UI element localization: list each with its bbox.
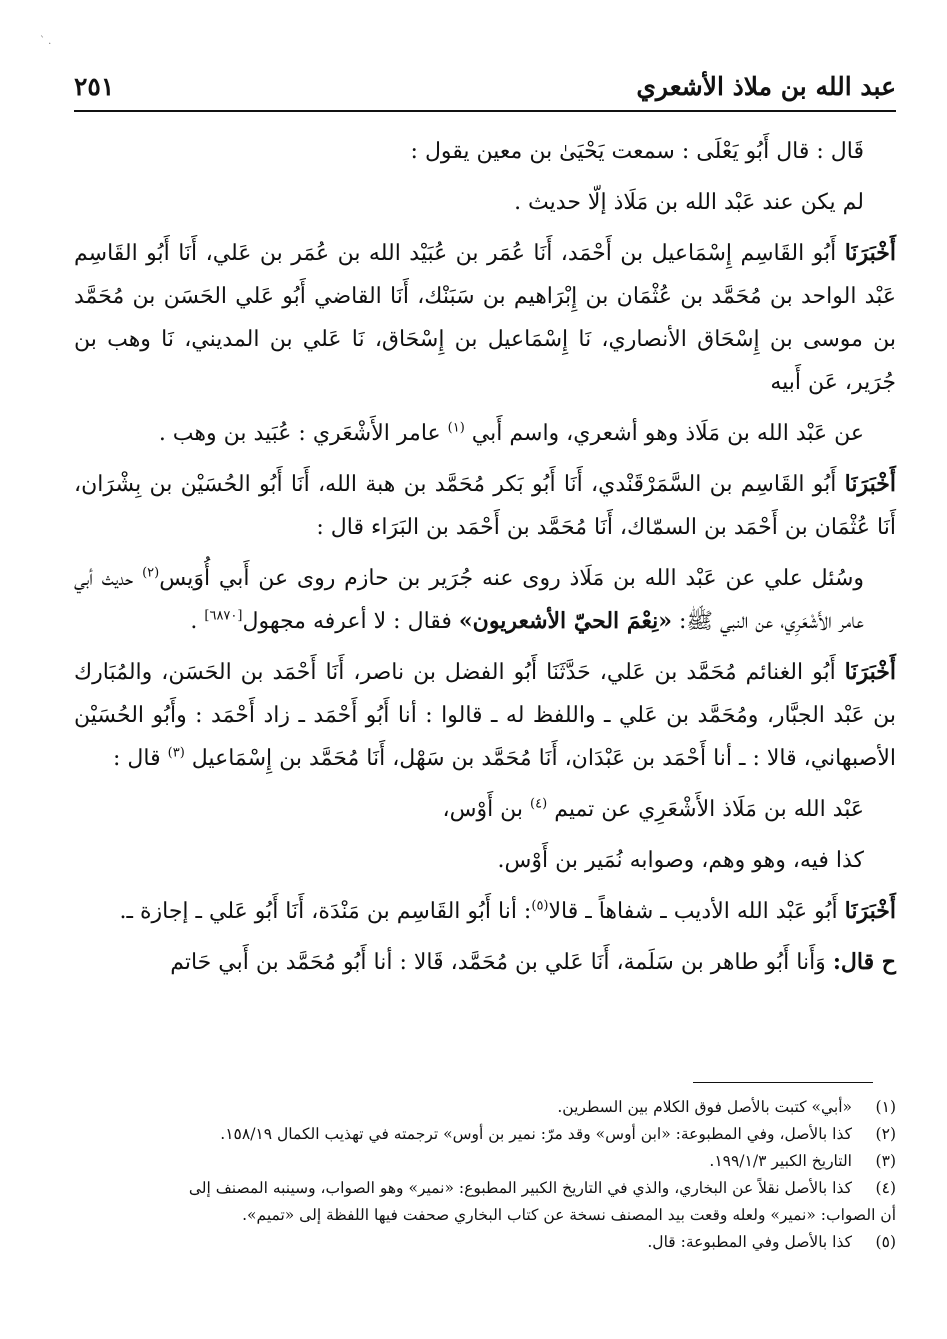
footnote-number: (٣) xyxy=(875,1152,896,1170)
paragraph-3 xyxy=(74,232,896,404)
footnote-1 xyxy=(74,1094,896,1121)
akhbarana-keyword: أَخْبَرَنَا xyxy=(844,898,896,924)
ha-qala-keyword: ح قال: xyxy=(832,949,896,975)
paragraph-4 xyxy=(74,412,896,455)
paragraph-7-text-a: أَبُو الغنائم مُحَمَّد بن عَلي، حَدَّثَنَا أَبُو الفضل بن ناصر، أَنَا أَحْمَد بن الحَسَن، والمُبَارك بن عَبْد الجبَّار، ومُحَمَّد بن عَلي ـ واللفظ له ـ قالوا : أنا أَبُو أَحْمَد ـ زاد أَحْمَد : وأَبُو الحُسَيْن الأصبهاني، قالا : ـ أنا أَحْمَد بن عَبْدَان، أَنَا مُحَمَّد بن سَهْل، أَنَا مُحَمَّد بن إِسْمَاعيل xyxy=(74,660,896,771)
paragraph-6-text-d: . xyxy=(190,609,198,634)
paragraph-4-text-a: عن عَبْد الله بن مَلَاذ وهو أشعري، واسم أَبي xyxy=(471,421,864,446)
footnote-text: كذا بالأصل، وفي المطبوعة: «ابن أوس» وقد مرّ: نمير بن أوس» ترجمته في تهذيب الكمال ١٥٨/١٩. xyxy=(220,1125,852,1143)
footnote-number: (٢) xyxy=(875,1125,896,1143)
running-title: عبد الله بن ملاذ الأشعري xyxy=(636,72,896,101)
footnote-text: كذا بالأصل نقلاً عن البخاري، والذي في التاريخ الكبير المطبوع: «نمير» وهو الصواب، وسينبه المصنف إلى xyxy=(188,1179,852,1197)
paragraph-5 xyxy=(74,463,896,549)
scan-mark: ˋ . xyxy=(40,36,52,47)
footnote-number: (٥) xyxy=(875,1233,896,1251)
footnote-text: «أبي» كتبت بالأصل فوق الكلام بين السطرين. xyxy=(557,1098,852,1116)
paragraph-8 xyxy=(74,788,896,831)
footnote-4 xyxy=(74,1175,896,1202)
paragraph-10-text-b: : أنا أَبُو القَاسِم بن مَنْدَة، أَنَا أَبُو عَلي ـ إجازة ـ. xyxy=(119,899,532,924)
paragraph-6-text-b: حديث أبي عامر الأَشْعَرِي، عن النبي ﷺ: xyxy=(74,566,864,634)
footnote-4-continuation: أن الصواب: «نمير» ولعله وقعت بيد المصنف نسخة عن كتاب البخاري صحفت فيها اللفظة إلى «تميم». xyxy=(242,1206,896,1224)
paragraph-11 xyxy=(74,941,896,984)
footnote-5 xyxy=(74,1229,896,1256)
paragraph-7-text-b: قال : xyxy=(113,746,161,771)
paragraph-6-text-c: فقال : لا أعرفه مجهول xyxy=(242,609,452,634)
footnote-number: (٤) xyxy=(875,1179,896,1197)
footnote-ref-1: (١) xyxy=(447,420,465,436)
akhbarana-keyword: أَخْبَرَنَا xyxy=(844,240,897,266)
footnote-2 xyxy=(74,1121,896,1148)
paragraph-11-text: وَأَنا أَبُو طاهر بن سَلَمة، أَنَا عَلي بن مُحَمَّد، قَالا : أنا أَبُو مُحَمَّد بن أَبي حَاتم xyxy=(170,950,826,975)
paragraph-8-text-a: عَبْد الله بن مَلَاذ الأَشْعَرِي عن تميم xyxy=(554,797,864,822)
footnote-3 xyxy=(74,1148,896,1175)
paragraph-6 xyxy=(74,557,896,643)
footnote-ref-5: (٥) xyxy=(531,898,549,914)
page-number: ٢٥١ xyxy=(74,72,115,101)
footnotes xyxy=(74,1094,896,1256)
paragraph-10 xyxy=(74,890,896,933)
paragraph-2: لم يكن عند عَبْد الله بن مَلَاذ إلّا حديث . xyxy=(514,190,864,215)
footnote-divider xyxy=(693,1082,873,1083)
paragraph-4-text-b: عامر الأَشْعَري : عُبَيد بن وهب . xyxy=(158,421,441,446)
main-text xyxy=(74,130,896,992)
paragraph-10-text-a: أَبُو عَبْد الله الأديب ـ شفاهاً ـ قالا xyxy=(548,899,838,924)
footnote-ref-4: (٤) xyxy=(530,796,548,812)
paragraph-6-text-a: وسُئل علي عن عَبْد الله بن مَلَاذ روى عنه جُرَير بن حازم روى عن أَبي أُوَيس xyxy=(159,566,865,591)
footnote-ref-2: (٢) xyxy=(142,565,160,581)
paragraph-1: قَال : قال أَبُو يَعْلَى : سمعت يَحْيَىٰ بن معين يقول : xyxy=(410,139,864,164)
page-header xyxy=(74,68,896,112)
footnote-text: التاريخ الكبير ١٩٩/١/٣. xyxy=(709,1152,852,1170)
akhbarana-keyword: أَخْبَرَنَا xyxy=(844,471,896,497)
hadith-number: [٦٨٧٠] xyxy=(204,608,243,624)
footnote-number: (١) xyxy=(875,1098,896,1116)
akhbarana-keyword: أَخْبَرَنَا xyxy=(844,659,896,685)
paragraph-3-text: أَبُو القَاسِم إِسْمَاعيل بن أَحْمَد، أَنَا عُمَر بن عُبَيْد الله بن عُمَر بن عَلي، أَنَا أَبُو القَاسِم عَبْد الواحد بن مُحَمَّد بن عُثْمَان بن إِبْرَاهيم بن سَبَنْك، أَنَا القاضي أَبُو عَلي الحَسَن بن مُحَمَّد بن موسى بن إِسْحَاق الأنصاري، نَا إِسْمَاعيل بن إِسْحَاق، نَا عَلي بن المديني، نَا وهب بن جُرَير، عَن أَبيه xyxy=(74,241,896,395)
footnote-text: كذا بالأصل وفي المطبوعة: قال. xyxy=(647,1233,852,1251)
footnote-ref-3: (٣) xyxy=(167,745,185,761)
paragraph-5-text: أَبُو القَاسِم بن السَّمَرْقَنْدي، أَنَا أَبُو بَكر مُحَمَّد بن هبة الله، أَنَا أَبُو الحُسَيْن بن بِشْرَان، أَنَا عُثْمَان بن أَحْمَد بن السمّاك، أَنَا مُحَمَّد بن أَحْمَد بن البَرَاء قال : xyxy=(74,472,896,540)
paragraph-9: كذا فيه، وهو وهم، وصوابه نُمَير بن أَوْس. xyxy=(497,848,864,873)
hadith-quote: «نِعْمَ الحيّ الأشعريون» xyxy=(458,608,672,634)
paragraph-8-text-b: بن أَوْس، xyxy=(442,797,524,822)
paragraph-7 xyxy=(74,651,896,780)
